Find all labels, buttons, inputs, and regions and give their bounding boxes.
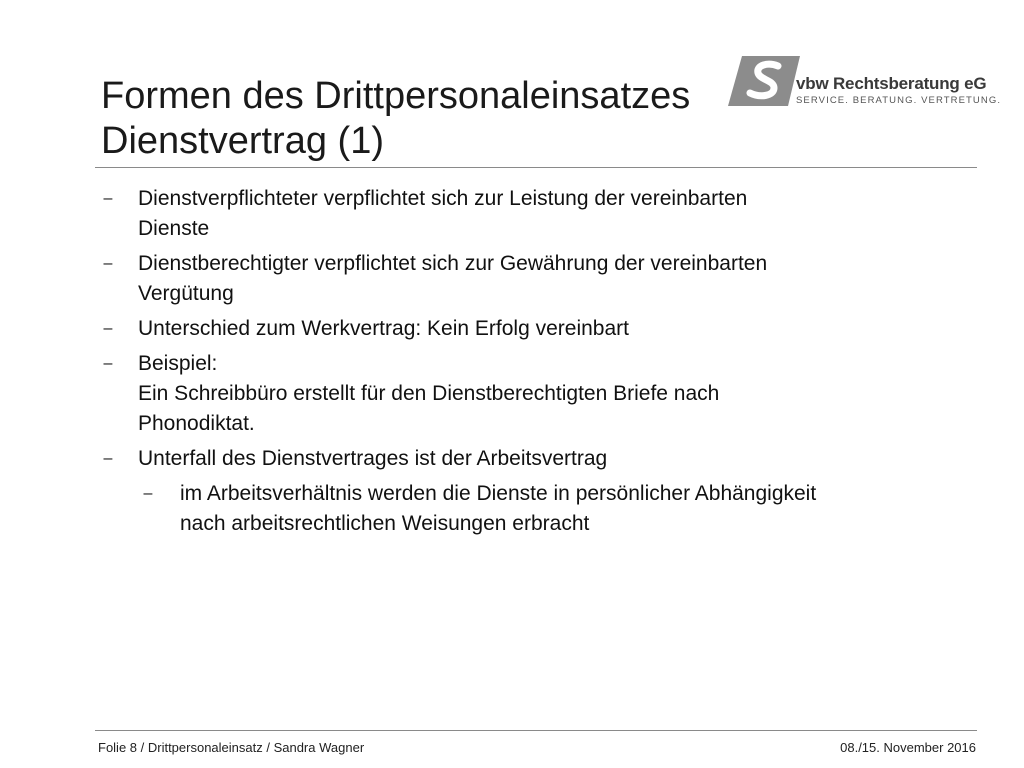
sub-bullet-text: im Arbeitsverhältnis werden die Dienste in persönlicher Abhängigkeit (180, 482, 817, 505)
bullet-dash: – (103, 255, 113, 272)
bullet-text: Dienstverpflichteter verpflichtet sich zur Leistung der vereinbarten (138, 187, 748, 210)
vbw-s-logo-icon (728, 56, 800, 106)
bullet-dash: – (103, 355, 113, 372)
bullet-item-2 (98, 249, 978, 309)
sub-bullet-dash: – (143, 485, 153, 502)
footer-slide-info: Folie 8 / Drittpersonaleinsatz / Sandra Wagner (98, 740, 365, 755)
title-divider (95, 167, 977, 168)
bullet-item-5 (98, 444, 978, 474)
bullet-dash: – (103, 190, 113, 207)
bullet-dash: – (103, 320, 113, 337)
slide-title-line-2: Dienstvertrag (1) (101, 120, 384, 162)
bullet-text: Beispiel: (138, 352, 218, 375)
bullet-text: Phonodiktat. (138, 412, 255, 435)
logo-name: vbw Rechtsberatung eG (796, 74, 987, 93)
bullet-item-4 (98, 349, 978, 439)
logo-tagline: SERVICE. BERATUNG. VERTRETUNG. (796, 95, 1002, 106)
bullet-text: Unterfall des Dienstvertrages ist der Arbeitsvertrag (138, 447, 608, 470)
bullet-item-3 (98, 314, 978, 344)
slide-content (98, 184, 978, 544)
bullet-text: Vergütung (138, 282, 234, 305)
sub-bullet-text: nach arbeitsrechtlichen Weisungen erbracht (180, 512, 590, 535)
bullet-text: Dienste (138, 217, 210, 240)
slide-title (101, 74, 690, 164)
slide-title-line-1: Formen des Drittpersonaleinsatzes (101, 75, 691, 117)
footer-date: 08./15. November 2016 (840, 740, 976, 755)
bullet-text: Dienstberechtigter verpflichtet sich zur Gewährung der vereinbarten (138, 252, 768, 275)
sub-bullet-item-1 (138, 479, 978, 539)
vbw-logo (728, 56, 1002, 110)
bullet-text: Unterschied zum Werkvertrag: Kein Erfolg vereinbart (138, 317, 629, 340)
bullet-dash: – (103, 450, 113, 467)
footer-divider (95, 730, 977, 731)
bullet-text: Ein Schreibbüro erstellt für den Dienstberechtigten Briefe nach (138, 382, 720, 405)
bullet-item-1 (98, 184, 978, 244)
